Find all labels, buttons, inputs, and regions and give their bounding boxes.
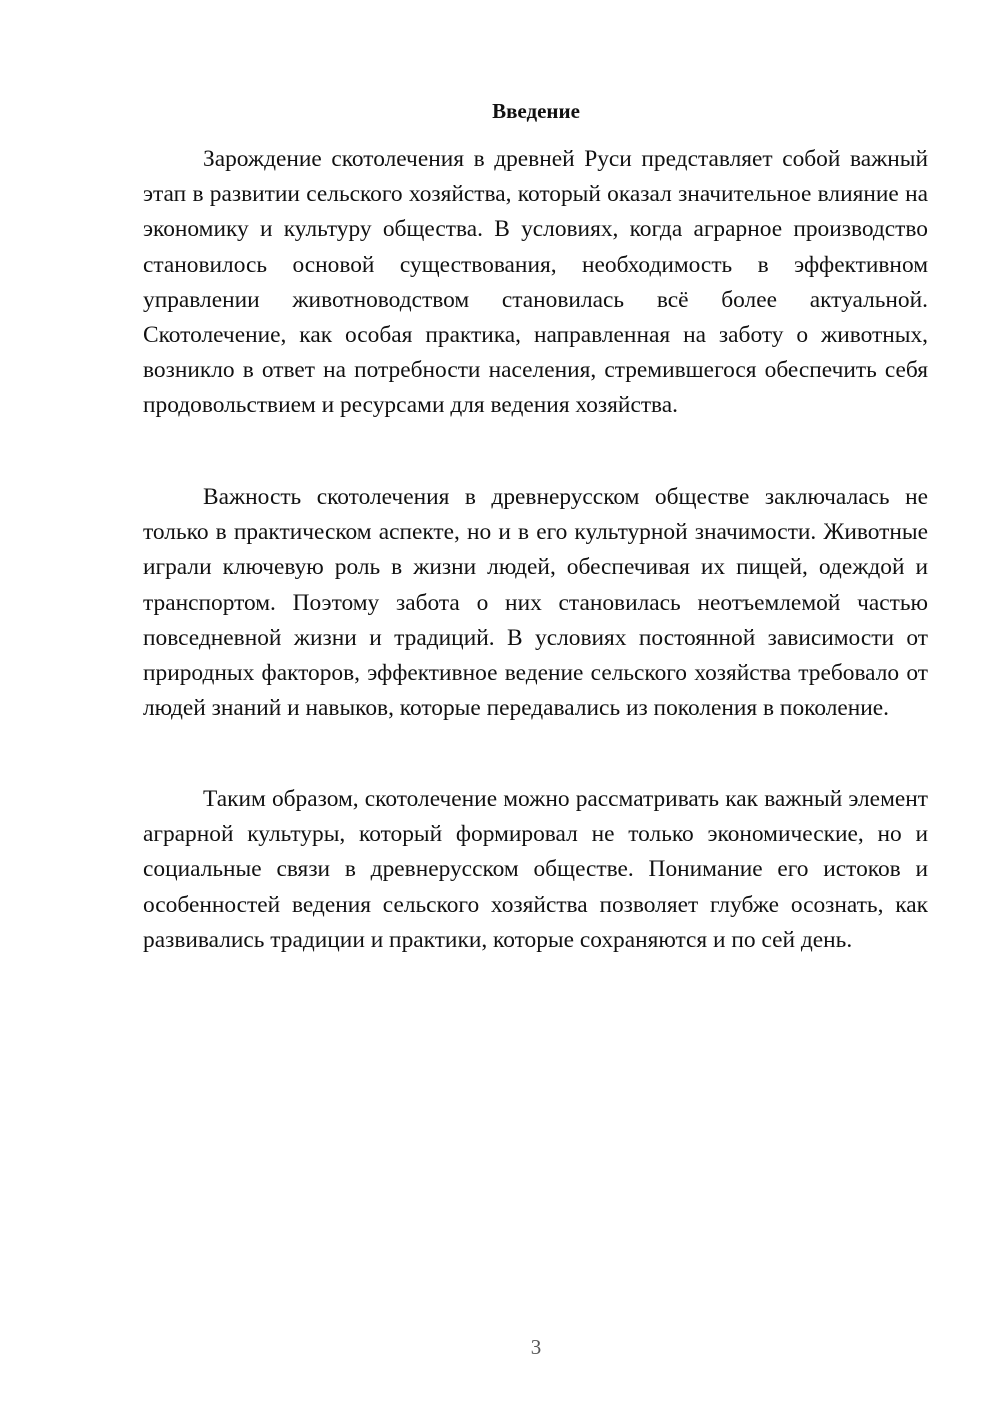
- paragraph-3: Таким образом, скотолечение можно рассматривать как важный элемент аграрной культуры, который формировал не только экономические, но и социальные связи в древнерусском обществе. Понимание его истоков и особенностей ведения сельского хозяйства позволяет глубже осознать, как развивались традиции и практики, которые сохраняются и по сей день.: [143, 786, 928, 953]
- page-number: 3: [530, 1335, 542, 1359]
- paragraph-2: Важность скотолечения в древнерусском обществе заключалась не только в практическом аспекте, но и в его культурной значимости. Животные играли ключевую роль в жизни людей, обеспечивая их пищей, одеждой и транспортом. Поэтому забота о них становилась неотъемлемой частью повседневной жизни и традиций. В условиях постоянной зависимости от природных факторов, эффективное ведение сельского хозяйства требовало от людей знаний и навыков, которые передавались из поколения в поколение.: [143, 484, 928, 722]
- section-heading: Введение: [492, 99, 580, 123]
- paragraph-1: Зарождение скотолечения в древней Руси представляет собой важный этап в развитии сельского хозяйства, который оказал значительное влияние на экономику и культуру общества. В условиях, когда аграрное производство становилось основой существования, необходимость в эффективном управлении животноводством становилась всё более актуальной. Скотолечение, как особая практика, направленная на заботу о животных, возникло в ответ на потребности населения, стремившегося обеспечить себя продовольствием и ресурсами для ведения хозяйства.: [143, 146, 928, 419]
